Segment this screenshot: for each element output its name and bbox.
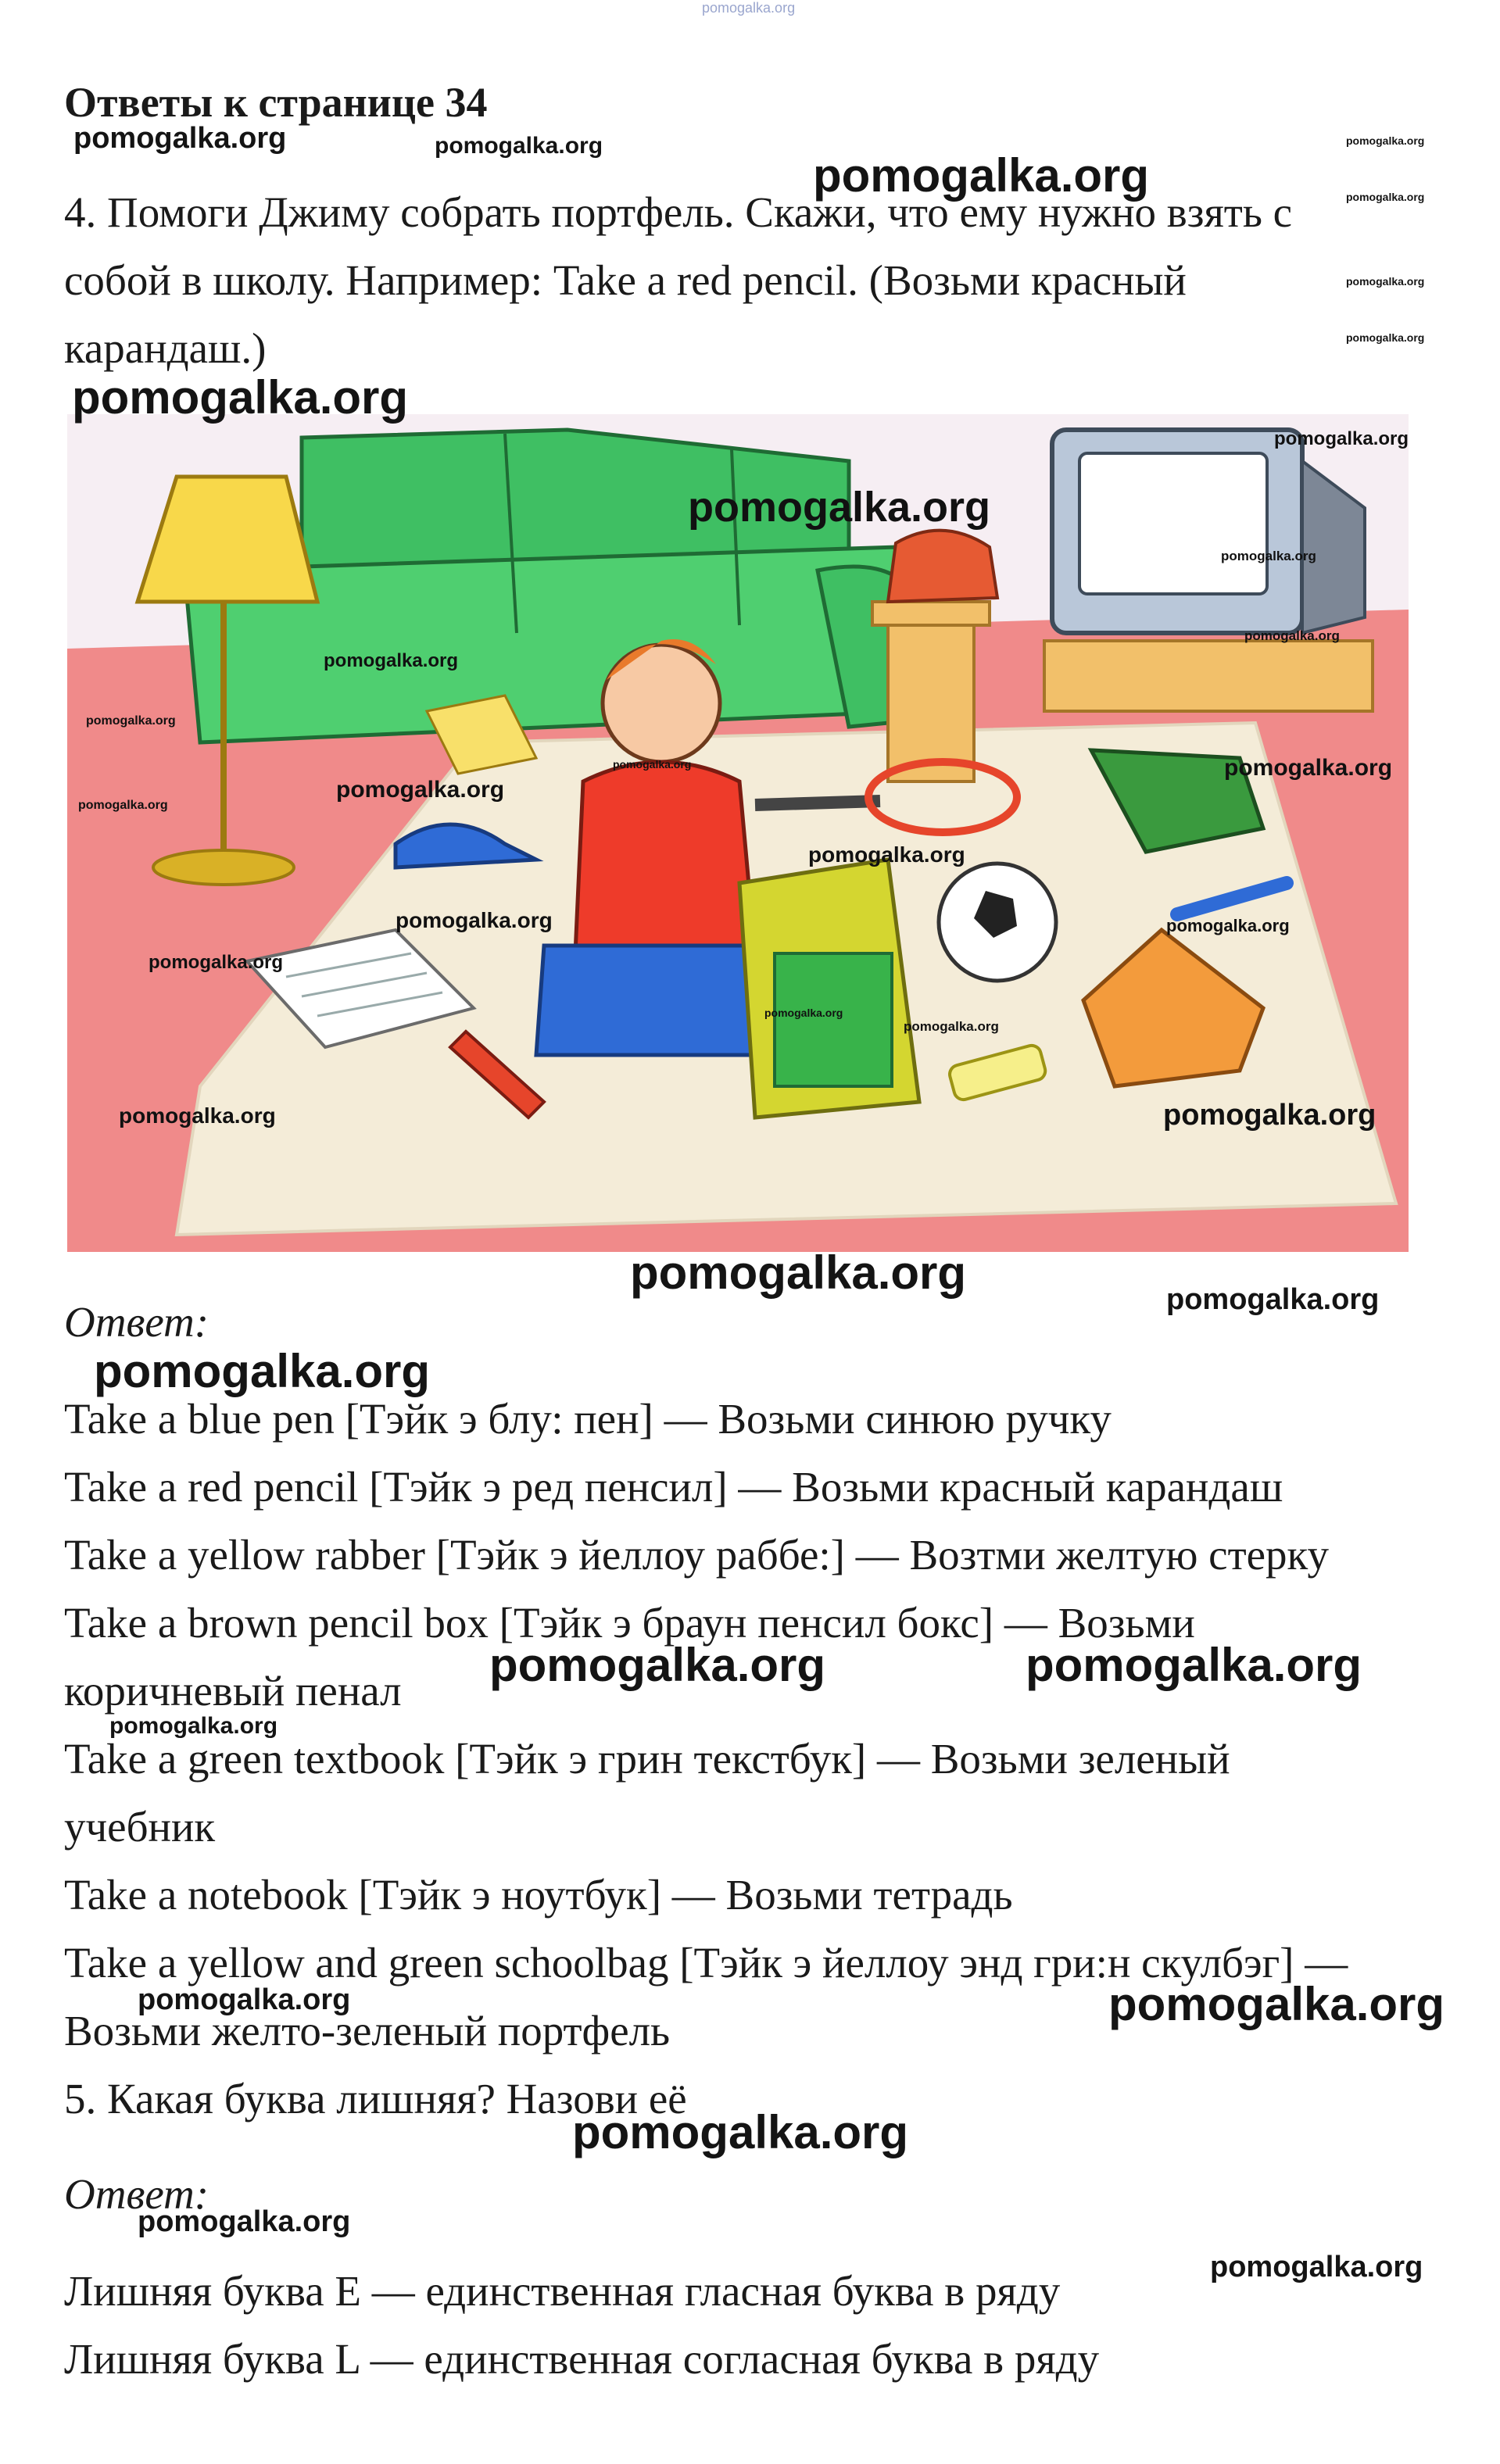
watermark: pomogalka.org xyxy=(1274,428,1409,449)
watermark: pomogalka.org xyxy=(73,122,287,155)
watermark: pomogalka.org xyxy=(688,484,991,531)
answer-label: Ответ: xyxy=(64,1298,209,1346)
answer-line: Take a blue pen [Тэйк э блу: пен] — Возьми синюю ручку xyxy=(64,1395,1112,1443)
task-5-text: 5. Какая буква лишняя? Назови её xyxy=(64,2075,687,2122)
watermark: pomogalka.org xyxy=(1346,191,1425,203)
schoolbag xyxy=(739,860,919,1118)
site-watermark-top: pomogalka.org xyxy=(702,0,796,16)
answer-line: Take a notebook [Тэйк э ноутбук] — Возьми тетрадь xyxy=(64,1871,1013,1919)
task-4-line: собой в школу. Например: Take a red pencil. (Возьми красный xyxy=(64,256,1187,304)
task-4-line: 4. Помоги Джиму собрать портфель. Скажи, что ему нужно взять с xyxy=(64,188,1293,236)
watermark: pomogalka.org xyxy=(1244,628,1340,643)
watermark: pomogalka.org xyxy=(138,2205,351,2238)
watermark: pomogalka.org xyxy=(1346,134,1425,147)
watermark: pomogalka.org xyxy=(1224,755,1393,781)
watermark: pomogalka.org xyxy=(109,1713,278,1739)
watermark: pomogalka.org xyxy=(1346,275,1425,288)
watermark: pomogalka.org xyxy=(72,371,409,424)
answer-line: Возьми желто-зеленый портфель xyxy=(64,2007,671,2055)
watermark: pomogalka.org xyxy=(808,842,965,867)
answer-label: Ответ: xyxy=(64,2170,209,2218)
watermark: pomogalka.org xyxy=(1166,916,1290,935)
answer-line: Take a yellow rabber [Тэйк э йеллоу раббе:] — Возтми желтую стерку xyxy=(64,1531,1329,1579)
answer-line: коричневый пенал xyxy=(64,1667,402,1715)
watermark: pomogalka.org xyxy=(138,1983,351,2016)
watermark: pomogalka.org xyxy=(813,149,1150,202)
watermark: pomogalka.org xyxy=(1210,2251,1423,2283)
watermark: pomogalka.org xyxy=(336,777,505,803)
watermark: pomogalka.org xyxy=(1026,1639,1362,1691)
answer-line: Take a brown pencil box [Тэйк э браун пенсил бокс] — Возьми xyxy=(64,1599,1195,1647)
watermark: pomogalka.org xyxy=(1108,1978,1445,2030)
watermark: pomogalka.org xyxy=(630,1246,967,1299)
answer-line: Take a red pencil [Тэйк э ред пенсил] — Возьми красный карандаш xyxy=(64,1463,1283,1511)
task-4-line: карандаш.) xyxy=(64,324,267,372)
page-title: Ответы к странице 34 xyxy=(64,79,488,126)
answer-line: учебник xyxy=(64,1803,216,1851)
illustration-boy-packing-schoolbag xyxy=(67,414,1409,1252)
watermark: pomogalka.org xyxy=(119,1103,276,1128)
watermark: pomogalka.org xyxy=(94,1345,431,1397)
watermark: pomogalka.org xyxy=(435,133,603,159)
watermark: pomogalka.org xyxy=(396,908,553,932)
answer-line: Take a yellow and green schoolbag [Тэйк э йеллоу энд гри:н скулбэг] — xyxy=(64,1939,1348,1987)
answer-line: Take a green textbook [Тэйк э грин текстбук] — Возьми зеленый xyxy=(64,1735,1230,1783)
watermark: pomogalka.org xyxy=(1346,331,1425,344)
watermark: pomogalka.org xyxy=(78,799,168,812)
answer-line: Лишняя буква E — единственная гласная буква в ряду xyxy=(64,2267,1061,2315)
watermark: pomogalka.org xyxy=(572,2106,909,2158)
watermark: pomogalka.org xyxy=(86,714,176,728)
watermark: pomogalka.org xyxy=(613,758,692,771)
watermark: pomogalka.org xyxy=(489,1639,826,1691)
watermark: pomogalka.org xyxy=(324,650,459,671)
task-4-text xyxy=(64,178,1292,382)
watermark: pomogalka.org xyxy=(1163,1099,1376,1132)
watermark: pomogalka.org xyxy=(1166,1283,1380,1316)
answer-line: Лишняя буква L — единственная согласная буква в ряду xyxy=(64,2335,1100,2383)
watermark: pomogalka.org xyxy=(904,1019,999,1034)
watermark: pomogalka.org xyxy=(764,1007,843,1019)
watermark: pomogalka.org xyxy=(1221,549,1316,563)
watermark: pomogalka.org xyxy=(149,952,284,973)
football xyxy=(939,864,1056,981)
